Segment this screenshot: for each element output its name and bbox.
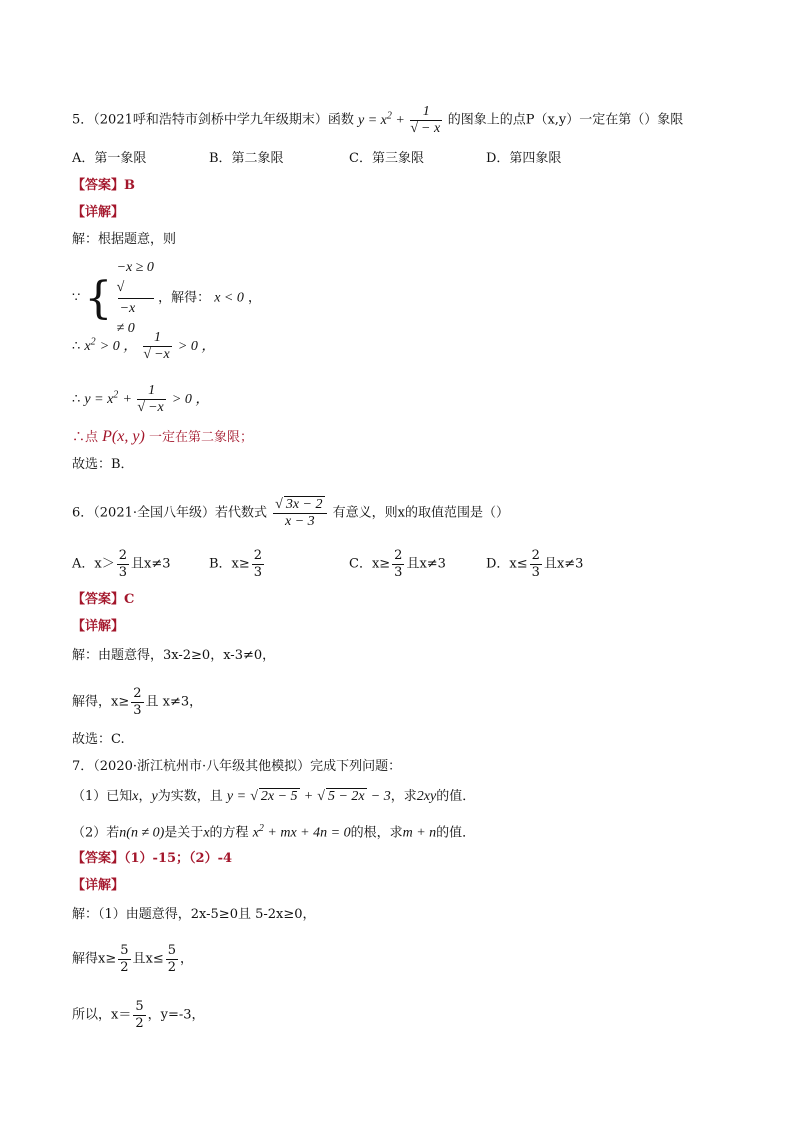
- q6-option-d: [486, 548, 583, 581]
- q7-sol2-mid: 且x≤: [132, 951, 164, 967]
- q7-p2-d: 的根，求: [350, 825, 403, 841]
- q7-p2-x: x: [203, 825, 210, 841]
- q7-p1-x: x: [132, 789, 139, 804]
- q5-step3-point: P(x, y): [102, 428, 145, 445]
- q7-sol2-fraction-a: [118, 943, 130, 976]
- q7-solution-line2: [72, 943, 193, 976]
- q5-func-sq: 2: [386, 110, 392, 122]
- q5-step2-den: √ −x: [137, 400, 164, 415]
- q7-p1-d: ，求: [390, 789, 417, 804]
- q6-detail-label: 【详解】: [72, 619, 125, 634]
- q7-sol3-fraction: [133, 999, 145, 1032]
- q6-option-a-post: 且x≠3: [131, 556, 171, 572]
- q5-step2-plus: +: [122, 392, 136, 407]
- therefore-symbol: ∴: [72, 339, 81, 354]
- q6-expression-num: √ 3x − 2: [273, 497, 326, 514]
- q7-solution-line1: 解：（1）由题意得，2x-5≥0且 5-2x≥0，: [72, 907, 316, 922]
- q6-option-a: [72, 548, 171, 581]
- q7-p1-c: 为实数，且: [157, 789, 223, 804]
- q6-sol2-fraction: [131, 686, 143, 719]
- q7-frac-num: 5: [135, 999, 144, 1014]
- q7-p2-eq-a: x: [252, 825, 259, 841]
- q6-frac-den: 3: [253, 565, 263, 580]
- q7-sol3-post: ，y=-3，: [147, 1007, 205, 1023]
- q6-frac-num: 2: [253, 548, 263, 563]
- q5-option-d: D．第四象限: [486, 151, 562, 166]
- q5-answer: 【答案】B: [72, 178, 135, 193]
- q6-solution-line: 解：由题意得，3x-2≥0，x-3≠0，: [72, 648, 276, 663]
- q7-p1-r1: 2x − 5: [260, 789, 298, 804]
- q7-p2-n: n(n ≠ 0): [119, 825, 165, 841]
- q5-system-line1: −x ≥ 0: [116, 260, 154, 275]
- q5-func-x: x: [380, 112, 387, 128]
- q7-p2-b: 是关于: [164, 825, 204, 841]
- q7-detail-label: 【详解】: [72, 878, 125, 893]
- q6-expression: [273, 497, 326, 530]
- q6-solution-result: [72, 686, 202, 719]
- q7-p1-r2: 5 − 2x: [327, 789, 365, 804]
- q7-p1-root2: √ 5 − 2x: [317, 789, 365, 804]
- q6-option-b-fraction: [252, 548, 264, 581]
- q5-stem: [72, 104, 683, 137]
- q5-step1-radicand: −x: [154, 347, 170, 362]
- q7-stem: 7．（2020·浙江杭州市·八年级其他模拟）完成下列问题：: [72, 759, 402, 774]
- q5-stem-suffix: 的图象上的点P（x,y）一定在第（）象限: [447, 112, 684, 128]
- q7-p2-eq-b: + mx + 4n = 0: [263, 825, 351, 841]
- q5-step1-gt: > 0 ，: [99, 339, 138, 354]
- q7-p1-e: 的值．: [436, 789, 476, 804]
- q5-system-tail: ，解得：: [158, 290, 211, 306]
- q5-system-line2-radicand: −x: [118, 298, 154, 319]
- q7-frac-num: 5: [167, 943, 177, 958]
- q7-frac-den: 2: [167, 960, 177, 975]
- q6-frac-den: 3: [394, 565, 403, 580]
- q5-step1-x: x: [84, 339, 91, 354]
- q7-p1-y: y: [151, 789, 158, 804]
- q5-step3-suffix: 一定在第二象限；: [148, 430, 253, 445]
- q6-option-a-pre: A．x＞: [72, 556, 115, 572]
- q6-frac-den: 3: [118, 565, 128, 580]
- q7-frac-num: 5: [120, 943, 129, 958]
- q6-option-c-post: 且x≠3: [406, 556, 446, 572]
- q5-option-a: A．第一象限: [72, 151, 147, 166]
- q7-p1-minus: − 3: [370, 789, 391, 804]
- q5-step2-gt: > 0 ，: [171, 392, 210, 407]
- q5-step2-num: 1: [137, 383, 165, 400]
- q5-step2: [72, 383, 209, 416]
- q6-sol2-pre: 解得，x≥: [72, 694, 130, 710]
- q6-option-d-pre: D．x≤: [486, 556, 528, 572]
- q6-answer: 【答案】C: [72, 592, 135, 607]
- q6-stem: [72, 497, 509, 530]
- q5-function-expression: [358, 104, 448, 136]
- q5-step1-den: √ −x: [143, 347, 170, 362]
- q7-answer: 【答案】（1）-15；（2）-4: [72, 851, 233, 866]
- q5-frac-den: √ − x: [410, 121, 441, 136]
- q5-option-b: B．第二象限: [209, 151, 284, 166]
- q6-frac-den: 3: [133, 703, 142, 718]
- q6-frac-num: 2: [394, 548, 403, 563]
- q5-system: [72, 258, 261, 339]
- q5-step1-sq: 2: [90, 336, 96, 348]
- q5-frac-num: 1: [410, 104, 442, 121]
- q7-sol2-fraction-b: [166, 943, 178, 976]
- q5-choose: 故选：B．: [72, 457, 134, 472]
- q5-step2-fraction: [137, 383, 165, 416]
- q5-system-end: ，: [248, 290, 262, 306]
- q5-system-line2-rel: ≠ 0: [116, 321, 135, 336]
- q5-step1-fraction: [143, 330, 171, 363]
- q7-sol2-end: ，: [180, 951, 194, 967]
- therefore-symbol: ∴: [72, 392, 81, 407]
- q7-part1: [72, 788, 475, 806]
- q7-p1-b: ，: [138, 789, 152, 804]
- because-symbol: ∵: [72, 290, 81, 306]
- q7-p2-mn: m + n: [402, 825, 437, 841]
- q5-step2-sq: 2: [113, 389, 119, 401]
- q7-sol3-pre: 所以，x＝: [72, 1007, 132, 1023]
- q7-frac-den: 2: [135, 1016, 144, 1031]
- q5-func-plus: +: [395, 112, 409, 128]
- q5-system-lines: [117, 258, 154, 339]
- q5-option-c: C．第三象限: [349, 151, 424, 166]
- q6-option-c: [349, 548, 446, 581]
- q6-frac-num: 2: [531, 548, 540, 563]
- q7-p1-root1: √ 2x − 5: [250, 789, 298, 804]
- q5-func-eq: =: [367, 112, 381, 128]
- q6-option-d-fraction: [530, 548, 542, 581]
- q6-radicand: 3x − 2: [285, 497, 323, 512]
- q6-option-a-fraction: [117, 548, 129, 581]
- q7-p1-eq: y =: [226, 789, 247, 804]
- q5-system-result: x < 0: [214, 290, 244, 306]
- q5-step3-prefix: ∴点: [72, 430, 99, 445]
- q6-option-b: [209, 548, 266, 581]
- q5-radicand: − x: [421, 121, 441, 136]
- q5-step1-gt2: > 0 ，: [177, 339, 216, 354]
- q6-sol2-post: 且 x≠3，: [145, 694, 203, 710]
- q5-step1: [72, 330, 215, 363]
- q6-expression-den: x − 3: [284, 514, 315, 529]
- q6-option-b-pre: B．x≥: [209, 556, 250, 572]
- q7-p2-c: 的方程: [209, 825, 249, 841]
- q5-detail-label: 【详解】: [72, 205, 125, 220]
- q6-option-c-pre: C．x≥: [349, 556, 391, 572]
- q6-option-d-post: 且x≠3: [543, 556, 584, 572]
- q5-system-line2: √ −x ≠ 0: [117, 278, 154, 339]
- q6-frac-num: 2: [118, 548, 128, 563]
- q7-p2-sq: 2: [258, 823, 264, 834]
- q6-frac-num: 2: [133, 686, 142, 701]
- q5-fraction: [410, 104, 442, 137]
- q6-choose: 故选：C.: [72, 732, 125, 747]
- q7-p1-a: （1）已知: [72, 789, 133, 804]
- q5-step1-num: 1: [143, 330, 171, 347]
- q7-sol2-pre: 解得x≥: [72, 951, 117, 967]
- q7-part2: [72, 820, 475, 842]
- q6-stem-suffix: 有意义，则x的取值范围是（）: [332, 505, 509, 521]
- q5-step2-radicand: −x: [148, 400, 164, 415]
- q7-frac-den: 2: [120, 960, 129, 975]
- q6-stem-prefix: 6．（2021·全国八年级）若代数式: [72, 505, 267, 521]
- q7-p2-a: （2）若: [72, 825, 120, 841]
- q7-solution-line3: [72, 999, 205, 1032]
- brace-icon: {: [84, 272, 113, 324]
- q5-step2-lhs: y = x: [84, 392, 114, 407]
- q7-p1-xy: 2xy: [416, 789, 437, 804]
- q5-func-y: y: [358, 112, 365, 128]
- q7-p1-plus: +: [303, 789, 314, 804]
- q5-stem-prefix: 5．（2021呼和浩特市剑桥中学九年级期末）函数: [72, 112, 354, 128]
- q5-solution-intro: 解：根据题意，则: [72, 232, 177, 247]
- q5-step3: [72, 428, 253, 447]
- q6-option-c-fraction: [392, 548, 404, 581]
- q6-frac-den: 3: [531, 565, 540, 580]
- q7-p2-e: 的值．: [436, 825, 476, 841]
